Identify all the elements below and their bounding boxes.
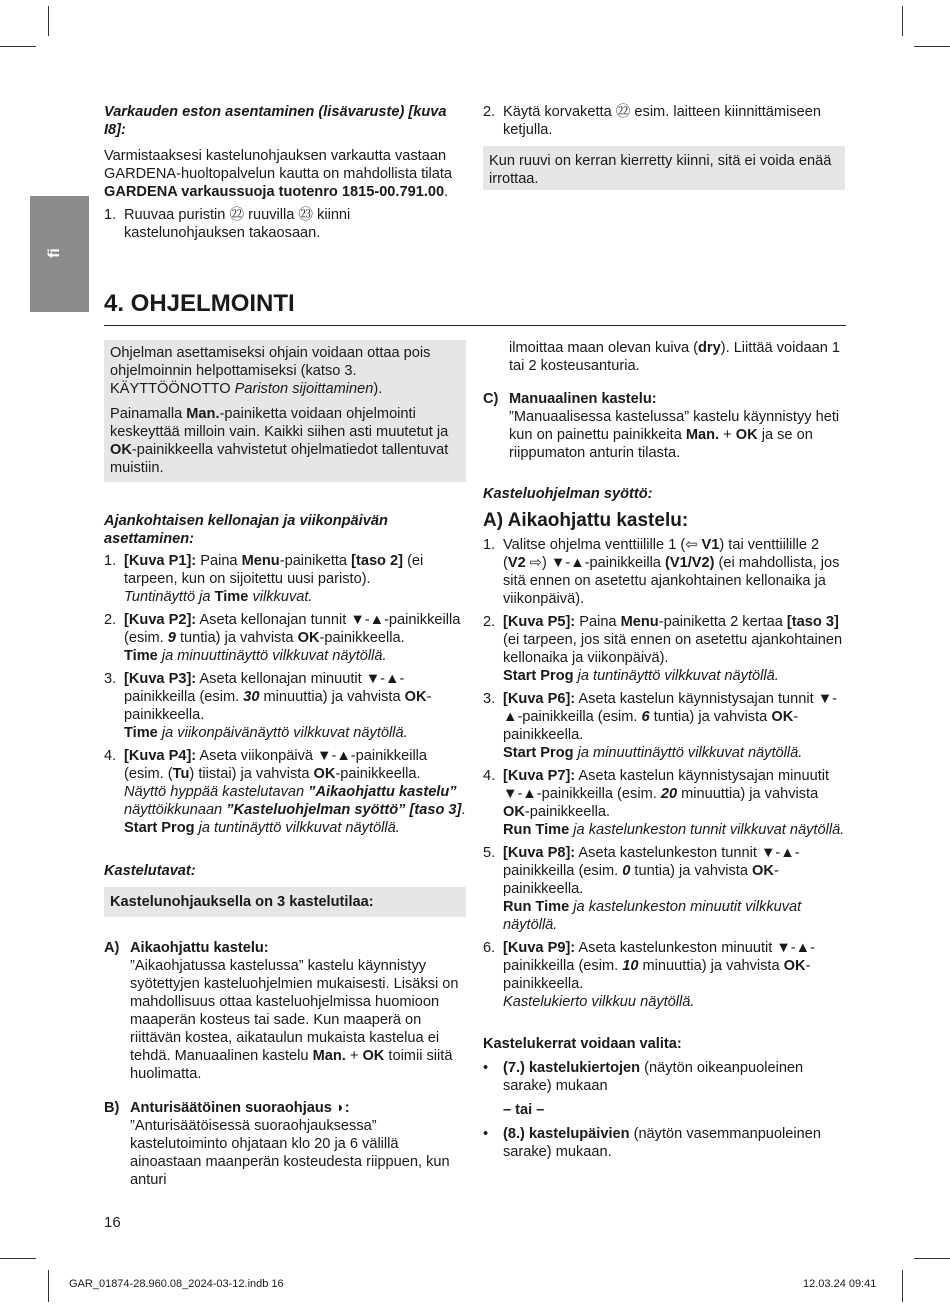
clock-heading: Ajankohtaisen kellonajan ja viikonpäivän asettaminen: xyxy=(104,513,388,547)
antitheft-step-2: 2. Käytä korvaketta ㉒ esim. laitteen kiinnittämiseen ketjulla. xyxy=(483,104,821,138)
antitheft-section-cont xyxy=(483,103,845,190)
section-title: 4. OHJELMOINTI xyxy=(104,290,295,317)
clock-step-2: 2. [Kuva P2]: Aseta kellonajan tunnit ▼-▲-painikkeilla (esim. 9 tuntia) ja vahvista OK-painikkeella. Time ja minuuttinäyttö vilkkuvat näytöllä. xyxy=(104,612,461,664)
crop-mark xyxy=(0,1258,36,1259)
antitheft-paragraph: Varmistaaksesi kastelunohjauksen varkautta vastaan GARDENA-huoltopalvelun kautta on mahdollista tilata GARDENA varkaussuoja tuotenro 1815-00.791.00. xyxy=(104,148,453,200)
language-tab xyxy=(30,196,89,312)
intro-box xyxy=(104,340,466,482)
section-rule xyxy=(104,325,846,326)
antitheft-step-1: 1. Ruuvaa puristin ㉒ ruuvilla ㉓ kiinni kastelunohjauksen takaosaan. xyxy=(104,207,351,241)
crop-mark xyxy=(902,1270,903,1302)
crop-mark xyxy=(48,1270,49,1302)
program-step-2: 2. [Kuva P5]: Paina Menu-painiketta 2 kertaa [taso 3] (ei tarpeen, jos sitä ennen on asetettu ajankohtainen kellonaika ja viikonpäivä). Start Prog ja tuntinäyttö vilkkuvat näytöllä. xyxy=(483,614,843,684)
crop-mark xyxy=(48,6,49,36)
antitheft-heading: Varkauden eston asentaminen (lisävaruste) [kuva I8]: xyxy=(104,104,447,138)
page-number: 16 xyxy=(104,1214,121,1231)
language-tab-label: fi xyxy=(45,248,63,258)
mode-b: B) Anturisäätöinen suoraohjaus ◗: ”Anturisäätöisessä suoraohjauksessa” kastelutoiminto ohjataan klo 20 ja 6 välillä ainoastaan maanperän kosteudesta riippuen, kun anturi xyxy=(104,1100,450,1188)
intro-paragraph-2: Painamalla Man.-painiketta voidaan ohjelmointi keskeyttää milloin vain. Kaikki siihen asti muutetut ja OK-painikkeella vahvistetut ohjelmatiedot tallentuvat muistiin. xyxy=(110,406,449,476)
crop-mark xyxy=(914,1258,950,1259)
program-step-3: 3. [Kuva P6]: Aseta kastelun käynnistysajan tunnit ▼-▲-painikkeilla (esim. 6 tuntia) ja vahvista OK-painikkeella. Start Prog ja minuuttinäyttö vilkkuvat näytöllä. xyxy=(483,691,838,761)
program-step-6: 6. [Kuva P9]: Aseta kastelunkeston minuutit ▼-▲-painikkeilla (esim. 10 minuuttia) ja vahvista OK-painikkeella. Kastelukierto vilkkuu näytöllä. xyxy=(483,940,815,1010)
program-step-5: 5. [Kuva P8]: Aseta kastelunkeston tunnit ▼-▲-painikkeilla (esim. 0 tuntia) ja vahvista OK-painikkeella. Run Time ja kastelunkeston minuutit vilkkuvat näytöllä. xyxy=(483,845,802,933)
antitheft-note: Kun ruuvi on kerran kierretty kiinni, sitä ei voida enää irrottaa. xyxy=(483,146,845,190)
mode-b-continued: ilmoittaa maan olevan kuiva (dry). Liittää voidaan 1 tai 2 kosteusanturia. xyxy=(509,340,840,374)
mode-c: C) Manuaalinen kastelu: ”Manuaalisessa kastelussa” kastelu käynnistyy heti kun on painettu painikkeita Man. + OK ja se on riippumaton anturin tilasta. xyxy=(483,391,840,461)
crop-mark xyxy=(0,46,36,47)
timed-heading: A) Aikaohjattu kastelu: xyxy=(483,510,689,531)
times-option-2: • (8.) kastelupäivien (näytön vasemmanpuoleinen sarake) mukaan. xyxy=(483,1126,821,1160)
modes-heading: Kastelutavat: xyxy=(104,863,196,879)
crop-mark xyxy=(902,6,903,36)
times-or: – tai – xyxy=(503,1102,545,1118)
modes-box: Kastelunohjauksella on 3 kastelutilaa: xyxy=(104,887,466,917)
footer-date: 12.03.24 09:41 xyxy=(803,1278,877,1290)
left-column xyxy=(104,340,466,1189)
program-step-1: 1. Valitse ohjelma venttiilille 1 (⇦ V1) tai venttiilille 2 (V2 ⇨) ▼-▲-painikkeilla (V1/V2) (ei mahdollista, jos sitä ennen on asetettu ajankohtainen kellonaika ja viikonpäivä). xyxy=(483,537,840,607)
program-step-4: 4. [Kuva P7]: Aseta kastelun käynnistysajan minuutit ▼-▲-painikkeilla (esim. 20 minuuttia) ja vahvista OK-painikkeella. Run Time ja kastelunkeston tunnit vilkkuvat näytöllä. xyxy=(483,768,845,838)
clock-step-1: 1. [Kuva P1]: Paina Menu-painiketta [taso 2] (ei tarpeen, kun on sijoitettu uusi paristo). Tuntinäyttö ja Time vilkkuvat. xyxy=(104,553,424,605)
times-heading: Kastelukerrat voidaan valita: xyxy=(483,1036,682,1052)
intro-paragraph-1: Ohjelman asettamiseksi ohjain voidaan ottaa pois ohjelmoinnin helpottamiseksi (katso 3. KÄYTTÖÖNOTTO Pariston sijoittaminen). xyxy=(110,345,431,397)
clock-step-3: 3. [Kuva P3]: Aseta kellonajan minuutit ▼-▲-painikkeilla (esim. 30 minuuttia) ja vahvista OK-painikkeella. Time ja viikonpäivänäyttö vilkkuvat näytöllä. xyxy=(104,671,432,741)
footer-file: GAR_01874-28.960.08_2024-03-12.indb 16 xyxy=(69,1278,284,1290)
mode-a: A) Aikaohjattu kastelu: ”Aikaohjatussa kastelussa” kastelu käynnistyy syötettyjen kasteluohjelmien mukaisesti. Lisäksi on mahdollisuus ottaa kasteluohjelmissa huomioon maaperän kosteus tai sade. Kun maaperä on riittävän kostea, aikataulun mukaista kastelua ei tehdä. Manuaalinen kastelu Man. + OK toimii siitä huolimatta. xyxy=(104,940,459,1082)
times-option-1: • (7.) kastelukiertojen (näytön oikeanpuoleinen sarake) mukaan xyxy=(483,1060,804,1094)
antitheft-section xyxy=(104,103,466,242)
right-column xyxy=(483,339,845,1161)
crop-mark xyxy=(914,46,950,47)
program-heading: Kasteluohjelman syöttö: xyxy=(483,486,653,502)
clock-step-4: 4. [Kuva P4]: Aseta viikonpäivä ▼-▲-painikkeilla (esim. (Tu) tiistai) ja vahvista OK-painikkeella. Näyttö hyppää kastelutavan ”Aikaohjattu kastelu” näyttöikkunaan ”Kasteluohjelman syöttö” [taso 3]. Start Prog ja tuntinäyttö vilkkuvat näytöllä. xyxy=(104,748,466,836)
